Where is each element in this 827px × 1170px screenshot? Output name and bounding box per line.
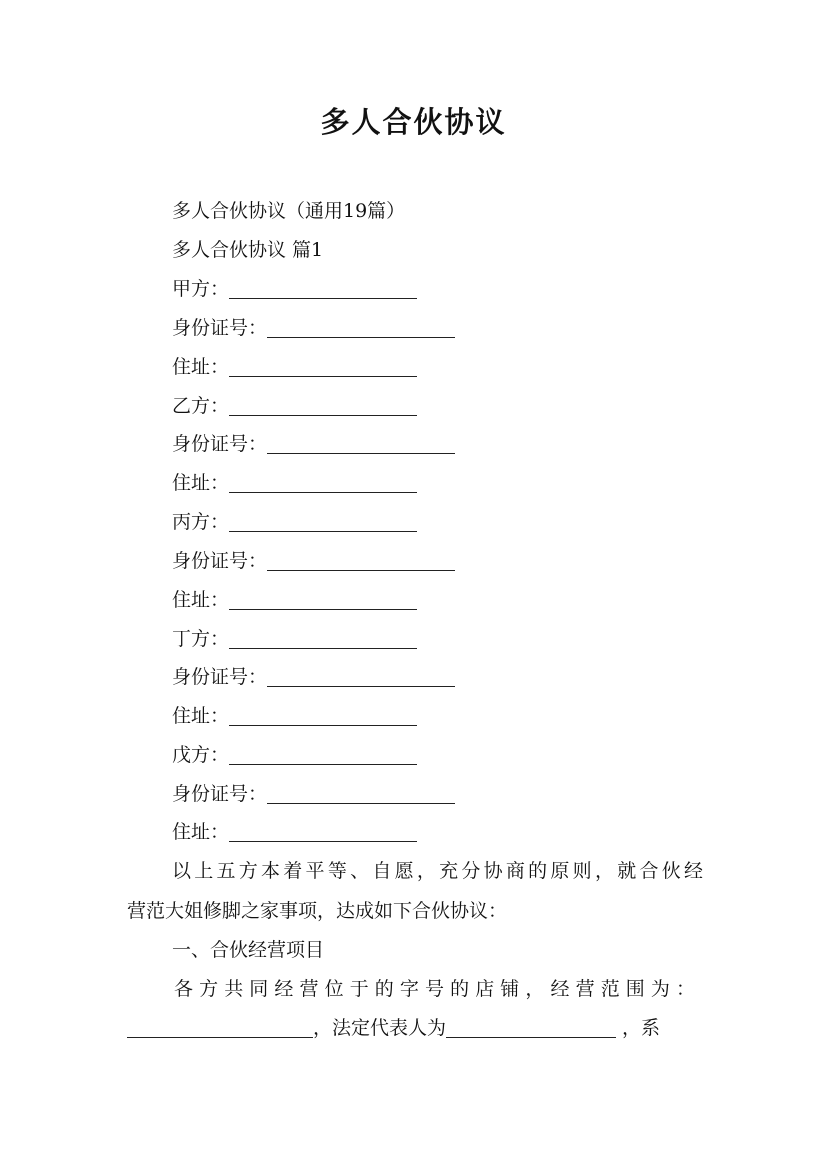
clause1-line2-end: ，系	[622, 1017, 661, 1039]
field-label: 住址：	[172, 589, 230, 611]
field-label: 戊方：	[172, 744, 230, 766]
fill-blank	[229, 589, 417, 610]
party-c-name-field	[172, 510, 417, 534]
party-a-address-field	[172, 355, 417, 379]
field-label: 住址：	[172, 472, 230, 494]
fill-blank	[229, 821, 417, 842]
party-b-address-field	[172, 471, 417, 495]
party-c-address-field	[172, 588, 417, 612]
clause1-heading: 一、合伙经营项目	[172, 939, 325, 961]
field-label: 身份证号：	[172, 550, 268, 572]
field-label: 乙方：	[172, 395, 230, 417]
party-a-name-field	[172, 277, 417, 301]
fill-blank	[229, 278, 417, 299]
fill-blank	[446, 1017, 616, 1038]
fill-blank	[267, 783, 455, 804]
fill-blank	[229, 356, 417, 377]
field-label: 身份证号：	[172, 666, 268, 688]
party-e-address-field	[172, 820, 417, 844]
fill-blank	[229, 705, 417, 726]
field-label: 住址：	[172, 705, 230, 727]
party-b-id-field	[172, 432, 455, 456]
document-subtitle: 多人合伙协议（通用19篇）	[172, 200, 406, 222]
clause1-line1: 各方共同经营位于的字号的店铺，经营范围为：	[174, 978, 695, 1000]
clause1-line2	[127, 1016, 703, 1040]
fill-blank	[229, 511, 417, 532]
party-c-id-field	[172, 549, 455, 573]
field-label: 住址：	[172, 821, 230, 843]
clause1-line2-mid: ，法定代表人为	[313, 1017, 447, 1039]
fill-blank	[267, 666, 455, 687]
field-label: 住址：	[172, 356, 230, 378]
fill-blank	[229, 744, 417, 765]
fill-blank	[229, 628, 417, 649]
party-b-name-field	[172, 394, 417, 418]
field-label: 身份证号：	[172, 433, 268, 455]
field-label: 甲方：	[172, 278, 230, 300]
field-label: 丁方：	[172, 628, 230, 650]
fill-blank	[267, 550, 455, 571]
intro-paragraph-line2: 营范大姐修脚之家事项，达成如下合伙协议：	[127, 900, 508, 922]
field-label: 丙方：	[172, 511, 230, 533]
field-label: 身份证号：	[172, 317, 268, 339]
field-label: 身份证号：	[172, 783, 268, 805]
fill-blank	[127, 1017, 313, 1038]
party-e-name-field	[172, 743, 417, 767]
party-a-id-field	[172, 316, 455, 340]
section-heading: 多人合伙协议 篇1	[172, 239, 324, 261]
intro-paragraph-line1: 以上五方本着平等、自愿，充分协商的原则，就合伙经	[172, 860, 703, 882]
party-e-id-field	[172, 782, 455, 806]
fill-blank	[267, 433, 455, 454]
fill-blank	[229, 395, 417, 416]
party-d-id-field	[172, 665, 455, 689]
document-title: 多人合伙协议	[320, 105, 507, 139]
party-d-address-field	[172, 704, 417, 728]
fill-blank	[229, 472, 417, 493]
party-d-name-field	[172, 627, 417, 651]
fill-blank	[267, 317, 455, 338]
